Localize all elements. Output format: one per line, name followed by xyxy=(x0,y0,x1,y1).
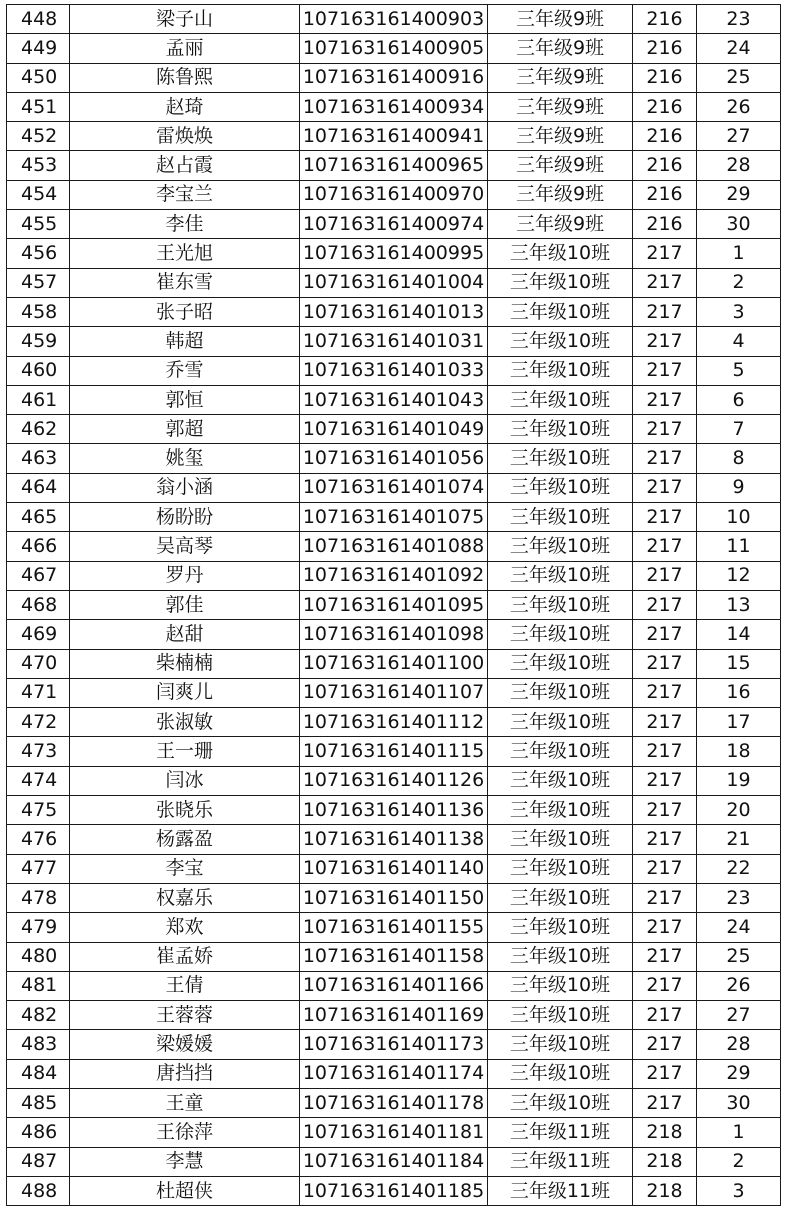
student-name-cell: 姚玺 xyxy=(70,444,300,473)
table-row xyxy=(7,913,781,942)
exam-id-cell: 107163161401140 xyxy=(300,854,488,883)
table-row xyxy=(7,239,781,268)
exam-id-cell: 107163161401115 xyxy=(300,737,488,766)
exam-id-cell: 107163161401033 xyxy=(300,356,488,385)
exam-id-cell: 107163161401155 xyxy=(300,913,488,942)
table-row xyxy=(7,210,781,239)
student-name-cell: 郭超 xyxy=(70,415,300,444)
exam-id-cell: 107163161401181 xyxy=(300,1118,488,1147)
seat-number-cell: 11 xyxy=(697,532,781,561)
row-number-cell: 482 xyxy=(7,1001,70,1030)
row-number-cell: 486 xyxy=(7,1118,70,1147)
seat-number-cell: 27 xyxy=(697,122,781,151)
exam-room-cell: 218 xyxy=(633,1176,697,1205)
row-number-cell: 487 xyxy=(7,1147,70,1176)
seat-number-cell: 1 xyxy=(697,1118,781,1147)
class-cell: 三年级11班 xyxy=(488,1147,633,1176)
exam-room-cell: 217 xyxy=(633,415,697,444)
student-name-cell: 柴楠楠 xyxy=(70,649,300,678)
table-row xyxy=(7,1059,781,1088)
row-number-cell: 460 xyxy=(7,356,70,385)
row-number-cell: 479 xyxy=(7,913,70,942)
exam-room-cell: 217 xyxy=(633,649,697,678)
exam-id-cell: 107163161401136 xyxy=(300,796,488,825)
class-cell: 三年级10班 xyxy=(488,883,633,912)
student-name-cell: 王一珊 xyxy=(70,737,300,766)
student-name-cell: 郭恒 xyxy=(70,385,300,414)
table-row xyxy=(7,122,781,151)
exam-id-cell: 107163161401158 xyxy=(300,942,488,971)
exam-id-cell: 107163161401112 xyxy=(300,708,488,737)
table-row xyxy=(7,620,781,649)
exam-id-cell: 107163161401138 xyxy=(300,825,488,854)
seat-number-cell: 24 xyxy=(697,913,781,942)
table-row xyxy=(7,444,781,473)
row-number-cell: 453 xyxy=(7,151,70,180)
seat-number-cell: 3 xyxy=(697,297,781,326)
table-row xyxy=(7,678,781,707)
table-row xyxy=(7,415,781,444)
student-name-cell: 王光旭 xyxy=(70,239,300,268)
row-number-cell: 488 xyxy=(7,1176,70,1205)
exam-room-cell: 217 xyxy=(633,883,697,912)
seat-number-cell: 5 xyxy=(697,356,781,385)
exam-room-cell: 216 xyxy=(633,151,697,180)
class-cell: 三年级10班 xyxy=(488,415,633,444)
table-row xyxy=(7,854,781,883)
exam-room-cell: 217 xyxy=(633,473,697,502)
table-row xyxy=(7,796,781,825)
student-name-cell: 权嘉乐 xyxy=(70,883,300,912)
exam-room-cell: 217 xyxy=(633,239,697,268)
exam-id-cell: 107163161401031 xyxy=(300,327,488,356)
row-number-cell: 468 xyxy=(7,590,70,619)
exam-id-cell: 107163161400903 xyxy=(300,5,488,34)
table-row xyxy=(7,151,781,180)
table-row xyxy=(7,327,781,356)
student-seating-table xyxy=(6,4,781,1206)
row-number-cell: 474 xyxy=(7,766,70,795)
table-row xyxy=(7,385,781,414)
seat-number-cell: 12 xyxy=(697,561,781,590)
table-row xyxy=(7,942,781,971)
class-cell: 三年级11班 xyxy=(488,1118,633,1147)
exam-room-cell: 216 xyxy=(633,34,697,63)
exam-id-cell: 107163161401092 xyxy=(300,561,488,590)
class-cell: 三年级10班 xyxy=(488,796,633,825)
class-cell: 三年级10班 xyxy=(488,766,633,795)
class-cell: 三年级10班 xyxy=(488,1001,633,1030)
student-name-cell: 唐挡挡 xyxy=(70,1059,300,1088)
exam-room-cell: 217 xyxy=(633,444,697,473)
table-row xyxy=(7,92,781,121)
student-name-cell: 闫爽儿 xyxy=(70,678,300,707)
exam-id-cell: 107163161401095 xyxy=(300,590,488,619)
exam-id-cell: 107163161401185 xyxy=(300,1176,488,1205)
row-number-cell: 484 xyxy=(7,1059,70,1088)
exam-id-cell: 107163161401169 xyxy=(300,1001,488,1030)
exam-room-cell: 217 xyxy=(633,854,697,883)
student-name-cell: 韩超 xyxy=(70,327,300,356)
exam-id-cell: 107163161401074 xyxy=(300,473,488,502)
exam-room-cell: 217 xyxy=(633,297,697,326)
row-number-cell: 449 xyxy=(7,34,70,63)
row-number-cell: 472 xyxy=(7,708,70,737)
seat-number-cell: 27 xyxy=(697,1001,781,1030)
table-row xyxy=(7,1030,781,1059)
student-name-cell: 陈鲁熙 xyxy=(70,63,300,92)
exam-room-cell: 217 xyxy=(633,503,697,532)
row-number-cell: 461 xyxy=(7,385,70,414)
class-cell: 三年级9班 xyxy=(488,5,633,34)
exam-id-cell: 107163161400974 xyxy=(300,210,488,239)
student-name-cell: 杨露盈 xyxy=(70,825,300,854)
exam-room-cell: 217 xyxy=(633,971,697,1000)
exam-id-cell: 107163161400941 xyxy=(300,122,488,151)
seat-number-cell: 16 xyxy=(697,678,781,707)
table-row xyxy=(7,34,781,63)
exam-room-cell: 217 xyxy=(633,766,697,795)
row-number-cell: 458 xyxy=(7,297,70,326)
table-row xyxy=(7,532,781,561)
student-name-cell: 张晓乐 xyxy=(70,796,300,825)
seat-number-cell: 21 xyxy=(697,825,781,854)
class-cell: 三年级10班 xyxy=(488,708,633,737)
class-cell: 三年级10班 xyxy=(488,327,633,356)
row-number-cell: 465 xyxy=(7,503,70,532)
exam-room-cell: 217 xyxy=(633,913,697,942)
seat-number-cell: 20 xyxy=(697,796,781,825)
table-row xyxy=(7,1118,781,1147)
seat-number-cell: 25 xyxy=(697,63,781,92)
seat-number-cell: 6 xyxy=(697,385,781,414)
exam-id-cell: 107163161400916 xyxy=(300,63,488,92)
exam-room-cell: 216 xyxy=(633,63,697,92)
exam-id-cell: 107163161400965 xyxy=(300,151,488,180)
student-name-cell: 李宝 xyxy=(70,854,300,883)
exam-room-cell: 217 xyxy=(633,620,697,649)
seat-number-cell: 2 xyxy=(697,1147,781,1176)
exam-room-cell: 217 xyxy=(633,825,697,854)
row-number-cell: 463 xyxy=(7,444,70,473)
exam-id-cell: 107163161401178 xyxy=(300,1088,488,1117)
student-name-cell: 赵甜 xyxy=(70,620,300,649)
table-row xyxy=(7,356,781,385)
class-cell: 三年级9班 xyxy=(488,63,633,92)
exam-room-cell: 218 xyxy=(633,1118,697,1147)
seat-number-cell: 23 xyxy=(697,5,781,34)
table-row xyxy=(7,883,781,912)
seat-number-cell: 24 xyxy=(697,34,781,63)
table-row xyxy=(7,561,781,590)
row-number-cell: 470 xyxy=(7,649,70,678)
row-number-cell: 467 xyxy=(7,561,70,590)
class-cell: 三年级10班 xyxy=(488,1059,633,1088)
row-number-cell: 451 xyxy=(7,92,70,121)
student-name-cell: 郭佳 xyxy=(70,590,300,619)
student-name-cell: 翁小涵 xyxy=(70,473,300,502)
exam-room-cell: 216 xyxy=(633,92,697,121)
row-number-cell: 477 xyxy=(7,854,70,883)
table-row xyxy=(7,297,781,326)
table-row xyxy=(7,825,781,854)
class-cell: 三年级10班 xyxy=(488,239,633,268)
exam-room-cell: 217 xyxy=(633,1001,697,1030)
table-row xyxy=(7,971,781,1000)
row-number-cell: 466 xyxy=(7,532,70,561)
row-number-cell: 480 xyxy=(7,942,70,971)
seat-number-cell: 4 xyxy=(697,327,781,356)
student-name-cell: 乔雪 xyxy=(70,356,300,385)
seat-number-cell: 3 xyxy=(697,1176,781,1205)
class-cell: 三年级9班 xyxy=(488,92,633,121)
student-name-cell: 孟丽 xyxy=(70,34,300,63)
seat-number-cell: 1 xyxy=(697,239,781,268)
student-name-cell: 梁子山 xyxy=(70,5,300,34)
exam-id-cell: 107163161401013 xyxy=(300,297,488,326)
seat-number-cell: 28 xyxy=(697,1030,781,1059)
row-number-cell: 448 xyxy=(7,5,70,34)
class-cell: 三年级10班 xyxy=(488,942,633,971)
student-name-cell: 罗丹 xyxy=(70,561,300,590)
table-row xyxy=(7,737,781,766)
class-cell: 三年级10班 xyxy=(488,1030,633,1059)
student-name-cell: 王倩 xyxy=(70,971,300,1000)
table-row xyxy=(7,649,781,678)
exam-room-cell: 217 xyxy=(633,708,697,737)
table-row xyxy=(7,473,781,502)
seat-number-cell: 29 xyxy=(697,180,781,209)
row-number-cell: 462 xyxy=(7,415,70,444)
student-name-cell: 王徐萍 xyxy=(70,1118,300,1147)
class-cell: 三年级10班 xyxy=(488,590,633,619)
exam-id-cell: 107163161401043 xyxy=(300,385,488,414)
row-number-cell: 475 xyxy=(7,796,70,825)
class-cell: 三年级10班 xyxy=(488,620,633,649)
class-cell: 三年级11班 xyxy=(488,1176,633,1205)
class-cell: 三年级10班 xyxy=(488,532,633,561)
row-number-cell: 483 xyxy=(7,1030,70,1059)
class-cell: 三年级10班 xyxy=(488,737,633,766)
seat-number-cell: 28 xyxy=(697,151,781,180)
exam-id-cell: 107163161401004 xyxy=(300,268,488,297)
exam-room-cell: 217 xyxy=(633,590,697,619)
exam-room-cell: 217 xyxy=(633,385,697,414)
exam-room-cell: 217 xyxy=(633,796,697,825)
student-name-cell: 赵占霞 xyxy=(70,151,300,180)
table-row xyxy=(7,590,781,619)
student-name-cell: 李宝兰 xyxy=(70,180,300,209)
exam-room-cell: 217 xyxy=(633,561,697,590)
student-name-cell: 杨盼盼 xyxy=(70,503,300,532)
row-number-cell: 456 xyxy=(7,239,70,268)
student-name-cell: 李慧 xyxy=(70,1147,300,1176)
seat-number-cell: 9 xyxy=(697,473,781,502)
exam-id-cell: 107163161401150 xyxy=(300,883,488,912)
exam-room-cell: 217 xyxy=(633,678,697,707)
table-row xyxy=(7,766,781,795)
exam-room-cell: 217 xyxy=(633,1030,697,1059)
exam-id-cell: 107163161401056 xyxy=(300,444,488,473)
row-number-cell: 459 xyxy=(7,327,70,356)
row-number-cell: 481 xyxy=(7,971,70,1000)
student-name-cell: 崔孟娇 xyxy=(70,942,300,971)
exam-id-cell: 107163161401100 xyxy=(300,649,488,678)
class-cell: 三年级10班 xyxy=(488,561,633,590)
class-cell: 三年级10班 xyxy=(488,297,633,326)
row-number-cell: 455 xyxy=(7,210,70,239)
table-row xyxy=(7,708,781,737)
table-row xyxy=(7,1147,781,1176)
exam-room-cell: 217 xyxy=(633,1059,697,1088)
class-cell: 三年级9班 xyxy=(488,122,633,151)
table-row xyxy=(7,1176,781,1205)
student-name-cell: 张淑敏 xyxy=(70,708,300,737)
exam-id-cell: 107163161401088 xyxy=(300,532,488,561)
table-row xyxy=(7,5,781,34)
table-row xyxy=(7,1001,781,1030)
class-cell: 三年级10班 xyxy=(488,1088,633,1117)
seat-number-cell: 18 xyxy=(697,737,781,766)
seat-number-cell: 26 xyxy=(697,92,781,121)
exam-room-cell: 217 xyxy=(633,356,697,385)
class-cell: 三年级10班 xyxy=(488,825,633,854)
seat-number-cell: 2 xyxy=(697,268,781,297)
class-cell: 三年级10班 xyxy=(488,356,633,385)
exam-id-cell: 107163161400995 xyxy=(300,239,488,268)
exam-id-cell: 107163161400934 xyxy=(300,92,488,121)
exam-id-cell: 107163161401173 xyxy=(300,1030,488,1059)
row-number-cell: 478 xyxy=(7,883,70,912)
exam-room-cell: 217 xyxy=(633,942,697,971)
exam-room-cell: 217 xyxy=(633,268,697,297)
table-row xyxy=(7,1088,781,1117)
class-cell: 三年级10班 xyxy=(488,268,633,297)
student-name-cell: 赵琦 xyxy=(70,92,300,121)
seat-number-cell: 26 xyxy=(697,971,781,1000)
row-number-cell: 469 xyxy=(7,620,70,649)
student-name-cell: 王蓉蓉 xyxy=(70,1001,300,1030)
seat-number-cell: 17 xyxy=(697,708,781,737)
class-cell: 三年级10班 xyxy=(488,649,633,678)
exam-id-cell: 107163161400905 xyxy=(300,34,488,63)
student-name-cell: 张子昭 xyxy=(70,297,300,326)
student-name-cell: 梁媛媛 xyxy=(70,1030,300,1059)
class-cell: 三年级10班 xyxy=(488,503,633,532)
exam-room-cell: 216 xyxy=(633,122,697,151)
row-number-cell: 473 xyxy=(7,737,70,766)
row-number-cell: 485 xyxy=(7,1088,70,1117)
seat-number-cell: 10 xyxy=(697,503,781,532)
class-cell: 三年级10班 xyxy=(488,854,633,883)
seat-number-cell: 8 xyxy=(697,444,781,473)
exam-id-cell: 107163161400970 xyxy=(300,180,488,209)
seat-number-cell: 23 xyxy=(697,883,781,912)
student-name-cell: 崔东雪 xyxy=(70,268,300,297)
class-cell: 三年级9班 xyxy=(488,210,633,239)
seat-number-cell: 7 xyxy=(697,415,781,444)
seat-number-cell: 14 xyxy=(697,620,781,649)
class-cell: 三年级10班 xyxy=(488,678,633,707)
exam-room-cell: 216 xyxy=(633,210,697,239)
exam-id-cell: 107163161401166 xyxy=(300,971,488,1000)
class-cell: 三年级10班 xyxy=(488,473,633,502)
student-name-cell: 闫冰 xyxy=(70,766,300,795)
table-body xyxy=(7,5,781,1206)
table-row xyxy=(7,180,781,209)
seat-number-cell: 29 xyxy=(697,1059,781,1088)
student-name-cell: 王童 xyxy=(70,1088,300,1117)
row-number-cell: 471 xyxy=(7,678,70,707)
seat-number-cell: 19 xyxy=(697,766,781,795)
exam-room-cell: 217 xyxy=(633,327,697,356)
row-number-cell: 452 xyxy=(7,122,70,151)
seat-number-cell: 22 xyxy=(697,854,781,883)
class-cell: 三年级9班 xyxy=(488,151,633,180)
student-name-cell: 吴高琴 xyxy=(70,532,300,561)
exam-room-cell: 218 xyxy=(633,1147,697,1176)
table-row xyxy=(7,503,781,532)
seat-number-cell: 25 xyxy=(697,942,781,971)
row-number-cell: 454 xyxy=(7,180,70,209)
class-cell: 三年级9班 xyxy=(488,180,633,209)
exam-id-cell: 107163161401184 xyxy=(300,1147,488,1176)
exam-id-cell: 107163161401107 xyxy=(300,678,488,707)
student-name-cell: 雷焕焕 xyxy=(70,122,300,151)
table-row xyxy=(7,268,781,297)
exam-id-cell: 107163161401174 xyxy=(300,1059,488,1088)
class-cell: 三年级9班 xyxy=(488,34,633,63)
seat-number-cell: 30 xyxy=(697,210,781,239)
class-cell: 三年级10班 xyxy=(488,971,633,1000)
class-cell: 三年级10班 xyxy=(488,913,633,942)
table-row xyxy=(7,63,781,92)
exam-room-cell: 216 xyxy=(633,5,697,34)
exam-room-cell: 217 xyxy=(633,737,697,766)
row-number-cell: 464 xyxy=(7,473,70,502)
row-number-cell: 450 xyxy=(7,63,70,92)
class-cell: 三年级10班 xyxy=(488,444,633,473)
exam-id-cell: 107163161401075 xyxy=(300,503,488,532)
student-name-cell: 李佳 xyxy=(70,210,300,239)
exam-room-cell: 217 xyxy=(633,1088,697,1117)
seat-number-cell: 30 xyxy=(697,1088,781,1117)
exam-room-cell: 217 xyxy=(633,532,697,561)
row-number-cell: 457 xyxy=(7,268,70,297)
row-number-cell: 476 xyxy=(7,825,70,854)
exam-id-cell: 107163161401098 xyxy=(300,620,488,649)
exam-id-cell: 107163161401126 xyxy=(300,766,488,795)
exam-id-cell: 107163161401049 xyxy=(300,415,488,444)
exam-room-cell: 216 xyxy=(633,180,697,209)
student-name-cell: 郑欢 xyxy=(70,913,300,942)
student-name-cell: 杜超侠 xyxy=(70,1176,300,1205)
seat-number-cell: 13 xyxy=(697,590,781,619)
class-cell: 三年级10班 xyxy=(488,385,633,414)
seat-number-cell: 15 xyxy=(697,649,781,678)
